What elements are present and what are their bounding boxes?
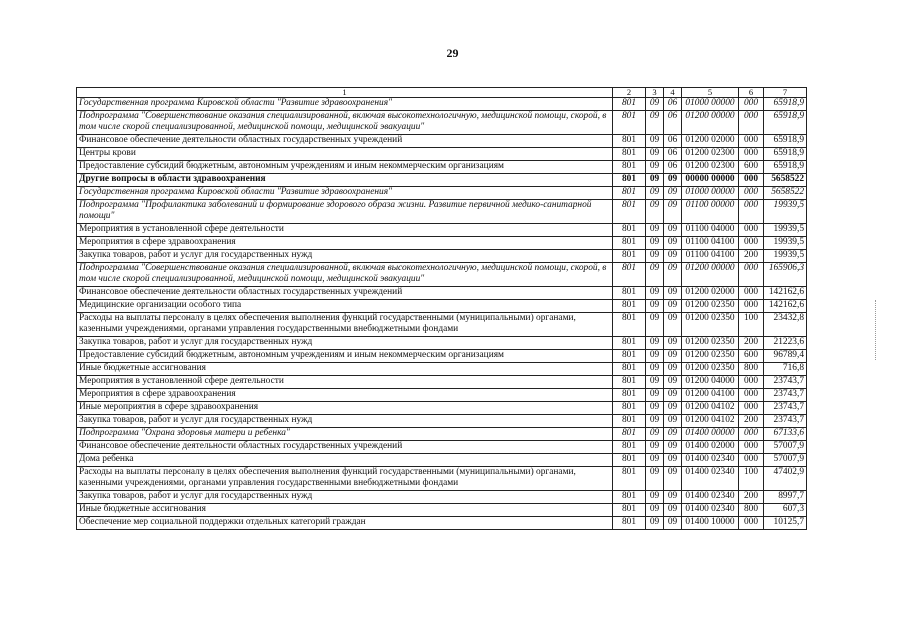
table-row: [77, 98, 807, 111]
cell-expense-type: 000: [739, 187, 764, 200]
cell-amount: 65918,9: [764, 135, 807, 148]
cell-ministry-code: 801: [613, 428, 646, 441]
cell-ministry-code: 801: [613, 98, 646, 111]
cell-section: 09: [646, 454, 664, 467]
table-row: [77, 517, 807, 530]
table-row: [77, 174, 807, 187]
cell-target-article: 01200 02000: [682, 287, 739, 300]
cell-amount: 96789,4: [764, 350, 807, 363]
cell-target-article: 01200 04100: [682, 389, 739, 402]
cell-section: 09: [646, 250, 664, 263]
cell-ministry-code: 801: [613, 263, 646, 287]
table-body: [77, 88, 807, 530]
cell-ministry-code: 801: [613, 237, 646, 250]
cell-target-article: 01400 02340: [682, 491, 739, 504]
cell-amount: 57007,9: [764, 441, 807, 454]
cell-amount: 65918,9: [764, 98, 807, 111]
cell-name: Подпрограмма "Охрана здоровья матери и ребенка": [77, 428, 613, 441]
cell-name: Закупка товаров, работ и услуг для государственных нужд: [77, 337, 613, 350]
cell-amount: 47402,9: [764, 467, 807, 491]
cell-target-article: 01400 02340: [682, 467, 739, 491]
cell-section: 09: [646, 428, 664, 441]
cell-target-article: 01200 02300: [682, 148, 739, 161]
table-row: [77, 135, 807, 148]
cell-name: Расходы на выплаты персоналу в целях обеспечения выполнения функций государственными (муниципальными) органами, казенными учреждениями, органами управления государственными внебюджетными фондами: [77, 467, 613, 491]
cell-ministry-code: 801: [613, 224, 646, 237]
cell-section: 09: [646, 350, 664, 363]
cell-expense-type: 000: [739, 224, 764, 237]
cell-subsection: 09: [664, 187, 682, 200]
cell-ministry-code: 801: [613, 389, 646, 402]
cell-expense-type: 000: [739, 402, 764, 415]
table-row: [77, 467, 807, 491]
header-cell: 4: [664, 88, 682, 98]
cell-name: Медицинские организации особого типа: [77, 300, 613, 313]
cell-expense-type: 200: [739, 250, 764, 263]
table-row: [77, 376, 807, 389]
cell-expense-type: 800: [739, 363, 764, 376]
cell-name: Закупка товаров, работ и услуг для государственных нужд: [77, 250, 613, 263]
cell-target-article: 01100 04100: [682, 237, 739, 250]
cell-subsection: 06: [664, 111, 682, 135]
cell-target-article: 01000 00000: [682, 187, 739, 200]
cell-amount: 19939,5: [764, 200, 807, 224]
cell-ministry-code: 801: [613, 135, 646, 148]
cell-expense-type: 000: [739, 98, 764, 111]
cell-expense-type: 100: [739, 313, 764, 337]
table-row: [77, 224, 807, 237]
cell-expense-type: 600: [739, 350, 764, 363]
table-row: [77, 111, 807, 135]
cell-ministry-code: 801: [613, 300, 646, 313]
cell-amount: 165906,3: [764, 263, 807, 287]
cell-section: 09: [646, 337, 664, 350]
cell-name: Иные бюджетные ассигнования: [77, 363, 613, 376]
cell-section: 09: [646, 224, 664, 237]
header-cell: 3: [646, 88, 664, 98]
cell-expense-type: 600: [739, 161, 764, 174]
cell-section: 09: [646, 111, 664, 135]
table-row: [77, 337, 807, 350]
cell-section: 09: [646, 491, 664, 504]
cell-name: Подпрограмма "Совершенствование оказания специализированной, включая высокотехнологичную, медицинской помощи, скорой, в том числе скорой специализированной, медицинской помощи, медицинской эвакуации": [77, 263, 613, 287]
cell-ministry-code: 801: [613, 504, 646, 517]
table-row: [77, 363, 807, 376]
cell-expense-type: 200: [739, 337, 764, 350]
cell-amount: 23743,7: [764, 389, 807, 402]
cell-expense-type: 000: [739, 135, 764, 148]
cell-amount: 19939,5: [764, 224, 807, 237]
cell-section: 09: [646, 402, 664, 415]
cell-ministry-code: 801: [613, 287, 646, 300]
cell-expense-type: 200: [739, 491, 764, 504]
cell-expense-type: 100: [739, 467, 764, 491]
cell-amount: 716,8: [764, 363, 807, 376]
cell-section: 09: [646, 148, 664, 161]
table-row: [77, 237, 807, 250]
cell-subsection: 09: [664, 389, 682, 402]
cell-section: 09: [646, 187, 664, 200]
cell-ministry-code: 801: [613, 350, 646, 363]
cell-name: Финансовое обеспечение деятельности областных государственных учреждений: [77, 441, 613, 454]
cell-subsection: 09: [664, 428, 682, 441]
cell-expense-type: 000: [739, 174, 764, 187]
cell-subsection: 09: [664, 174, 682, 187]
table-row: [77, 454, 807, 467]
cell-ministry-code: 801: [613, 250, 646, 263]
cell-name: Иные бюджетные ассигнования: [77, 504, 613, 517]
table-row: [77, 491, 807, 504]
cell-name: Закупка товаров, работ и услуг для государственных нужд: [77, 491, 613, 504]
cell-target-article: 01200 00000: [682, 111, 739, 135]
cell-amount: 5658522: [764, 174, 807, 187]
cell-amount: 10125,7: [764, 517, 807, 530]
cell-target-article: 01200 04102: [682, 402, 739, 415]
cell-subsection: 06: [664, 161, 682, 174]
cell-name: Предоставление субсидий бюджетным, автономным учреждениям и иным некоммерческим организациям: [77, 161, 613, 174]
cell-target-article: 01400 00000: [682, 428, 739, 441]
cell-target-article: 01400 02340: [682, 454, 739, 467]
cell-name: Дома ребенка: [77, 454, 613, 467]
cell-target-article: 01200 02350: [682, 313, 739, 337]
cell-amount: 607,3: [764, 504, 807, 517]
cell-subsection: 09: [664, 350, 682, 363]
cell-subsection: 09: [664, 441, 682, 454]
cell-target-article: 01200 02000: [682, 135, 739, 148]
cell-expense-type: 000: [739, 300, 764, 313]
cell-subsection: 09: [664, 300, 682, 313]
cell-section: 09: [646, 161, 664, 174]
cell-target-article: 01400 02000: [682, 441, 739, 454]
cell-section: 09: [646, 467, 664, 491]
table-row: [77, 148, 807, 161]
cell-subsection: 09: [664, 363, 682, 376]
table-row: [77, 287, 807, 300]
cell-name: Подпрограмма "Совершенствование оказания специализированной, включая высокотехнологичную, медицинской помощи, скорой, в том числе скорой специализированной, медицинской помощи, медицинской эвакуации": [77, 111, 613, 135]
cell-amount: 57007,9: [764, 454, 807, 467]
cell-name: Мероприятия в установленной сфере деятельности: [77, 376, 613, 389]
cell-subsection: 06: [664, 148, 682, 161]
cell-expense-type: 000: [739, 441, 764, 454]
cell-subsection: 09: [664, 237, 682, 250]
cell-section: 09: [646, 237, 664, 250]
header-cell: 1: [77, 88, 613, 98]
cell-ministry-code: 801: [613, 148, 646, 161]
cell-target-article: 01100 00000: [682, 200, 739, 224]
cell-ministry-code: 801: [613, 441, 646, 454]
cell-expense-type: 200: [739, 415, 764, 428]
cell-subsection: 09: [664, 337, 682, 350]
table-row: [77, 428, 807, 441]
cell-section: 09: [646, 389, 664, 402]
cell-name: Государственная программа Кировской области "Развитие здравоохранения": [77, 98, 613, 111]
cell-subsection: 06: [664, 98, 682, 111]
cell-section: 09: [646, 313, 664, 337]
cell-target-article: 01100 04000: [682, 224, 739, 237]
cell-subsection: 09: [664, 504, 682, 517]
cell-target-article: 01200 04102: [682, 415, 739, 428]
cell-amount: 65918,9: [764, 148, 807, 161]
cell-target-article: 01400 02340: [682, 504, 739, 517]
table-row: [77, 415, 807, 428]
cell-subsection: 09: [664, 287, 682, 300]
cell-target-article: 01400 10000: [682, 517, 739, 530]
table-row: [77, 250, 807, 263]
cell-amount: 23743,7: [764, 376, 807, 389]
cell-expense-type: 000: [739, 148, 764, 161]
table-row: [77, 389, 807, 402]
table-row: [77, 402, 807, 415]
cell-subsection: 09: [664, 454, 682, 467]
cell-target-article: 00000 00000: [682, 174, 739, 187]
cell-ministry-code: 801: [613, 200, 646, 224]
table-row: [77, 187, 807, 200]
table-row: [77, 504, 807, 517]
cell-subsection: 09: [664, 415, 682, 428]
cell-target-article: 01200 02350: [682, 350, 739, 363]
cell-expense-type: 000: [739, 389, 764, 402]
page-number: 29: [446, 46, 459, 60]
cell-amount: 23743,7: [764, 415, 807, 428]
cell-ministry-code: 801: [613, 402, 646, 415]
cell-ministry-code: 801: [613, 337, 646, 350]
table-row: [77, 200, 807, 224]
cell-ministry-code: 801: [613, 161, 646, 174]
cell-subsection: 09: [664, 250, 682, 263]
cell-section: 09: [646, 287, 664, 300]
cell-ministry-code: 801: [613, 363, 646, 376]
cell-subsection: 09: [664, 517, 682, 530]
cell-amount: 23432,8: [764, 313, 807, 337]
cell-subsection: 06: [664, 135, 682, 148]
cell-expense-type: 000: [739, 237, 764, 250]
cell-subsection: 09: [664, 200, 682, 224]
cell-target-article: 01000 00000: [682, 98, 739, 111]
cell-name: Государственная программа Кировской области "Развитие здравоохранения": [77, 187, 613, 200]
cell-name: Финансовое обеспечение деятельности областных государственных учреждений: [77, 287, 613, 300]
table-row: [77, 161, 807, 174]
cell-name: Мероприятия в сфере здравоохранения: [77, 389, 613, 402]
cell-amount: 19939,5: [764, 237, 807, 250]
cell-subsection: 09: [664, 376, 682, 389]
cell-subsection: 09: [664, 313, 682, 337]
cell-subsection: 09: [664, 467, 682, 491]
cell-name: Мероприятия в сфере здравоохранения: [77, 237, 613, 250]
header-cell: 2: [613, 88, 646, 98]
cell-name: Иные мероприятия в сфере здравоохранения: [77, 402, 613, 415]
cell-section: 09: [646, 174, 664, 187]
cell-ministry-code: 801: [613, 467, 646, 491]
cell-ministry-code: 801: [613, 187, 646, 200]
cell-amount: 142162,6: [764, 300, 807, 313]
cell-ministry-code: 801: [613, 111, 646, 135]
cell-expense-type: 000: [739, 287, 764, 300]
table-row: [77, 263, 807, 287]
cell-section: 09: [646, 135, 664, 148]
header-cell: 5: [682, 88, 739, 98]
cell-subsection: 09: [664, 402, 682, 415]
cell-expense-type: 800: [739, 504, 764, 517]
cell-ministry-code: 801: [613, 313, 646, 337]
cell-ministry-code: 801: [613, 415, 646, 428]
header-cell: 7: [764, 88, 807, 98]
cell-section: 09: [646, 415, 664, 428]
cell-target-article: 01200 00000: [682, 263, 739, 287]
cell-name: Предоставление субсидий бюджетным, автономным учреждениям и иным некоммерческим организациям: [77, 350, 613, 363]
cell-section: 09: [646, 504, 664, 517]
cell-section: 09: [646, 263, 664, 287]
cell-ministry-code: 801: [613, 174, 646, 187]
cell-section: 09: [646, 376, 664, 389]
cell-amount: 5658522: [764, 187, 807, 200]
cell-expense-type: 000: [739, 200, 764, 224]
cell-target-article: 01200 02350: [682, 337, 739, 350]
cell-section: 09: [646, 200, 664, 224]
cell-ministry-code: 801: [613, 517, 646, 530]
cell-target-article: 01200 02350: [682, 300, 739, 313]
cell-name: Расходы на выплаты персоналу в целях обеспечения выполнения функций государственными (муниципальными) органами, казенными учреждениями, органами управления государственными внебюджетными фондами: [77, 313, 613, 337]
cell-amount: 8997,7: [764, 491, 807, 504]
cell-section: 09: [646, 363, 664, 376]
cell-subsection: 09: [664, 224, 682, 237]
cell-amount: 65918,9: [764, 111, 807, 135]
cell-name: Обеспечение мер социальной поддержки отдельных категорий граждан: [77, 517, 613, 530]
table-row: [77, 300, 807, 313]
cell-target-article: 01200 02350: [682, 363, 739, 376]
cell-amount: 65918,9: [764, 161, 807, 174]
cell-name: Финансовое обеспечение деятельности областных государственных учреждений: [77, 135, 613, 148]
cell-target-article: 01200 04000: [682, 376, 739, 389]
cell-name: Центры крови: [77, 148, 613, 161]
cell-section: 09: [646, 441, 664, 454]
header-cell: 6: [739, 88, 764, 98]
cell-section: 09: [646, 300, 664, 313]
cell-ministry-code: 801: [613, 454, 646, 467]
cell-subsection: 09: [664, 263, 682, 287]
cell-name: Мероприятия в установленной сфере деятельности: [77, 224, 613, 237]
cell-amount: 67133,6: [764, 428, 807, 441]
cell-expense-type: 000: [739, 376, 764, 389]
cell-target-article: 01200 02300: [682, 161, 739, 174]
cell-expense-type: 000: [739, 111, 764, 135]
cell-section: 09: [646, 98, 664, 111]
header-row: [77, 88, 807, 98]
cell-amount: 21223,6: [764, 337, 807, 350]
table-row: [77, 350, 807, 363]
cell-expense-type: 000: [739, 517, 764, 530]
budget-table: [76, 87, 807, 530]
table-row: [77, 313, 807, 337]
cell-name: Подпрограмма "Профилактика заболеваний и формирование здорового образа жизни. Развитие первичной медико-санитарной помощи": [77, 200, 613, 224]
cell-amount: 142162,6: [764, 287, 807, 300]
cell-amount: 23743,7: [764, 402, 807, 415]
cell-name: Другие вопросы в области здравоохранения: [77, 174, 613, 187]
cell-expense-type: 000: [739, 428, 764, 441]
cell-subsection: 09: [664, 491, 682, 504]
cell-section: 09: [646, 517, 664, 530]
cell-ministry-code: 801: [613, 376, 646, 389]
table-row: [77, 441, 807, 454]
margin-marks: [875, 300, 880, 360]
cell-ministry-code: 801: [613, 491, 646, 504]
cell-amount: 19939,5: [764, 250, 807, 263]
cell-name: Закупка товаров, работ и услуг для государственных нужд: [77, 415, 613, 428]
cell-target-article: 01100 04100: [682, 250, 739, 263]
cell-expense-type: 000: [739, 454, 764, 467]
cell-expense-type: 000: [739, 263, 764, 287]
